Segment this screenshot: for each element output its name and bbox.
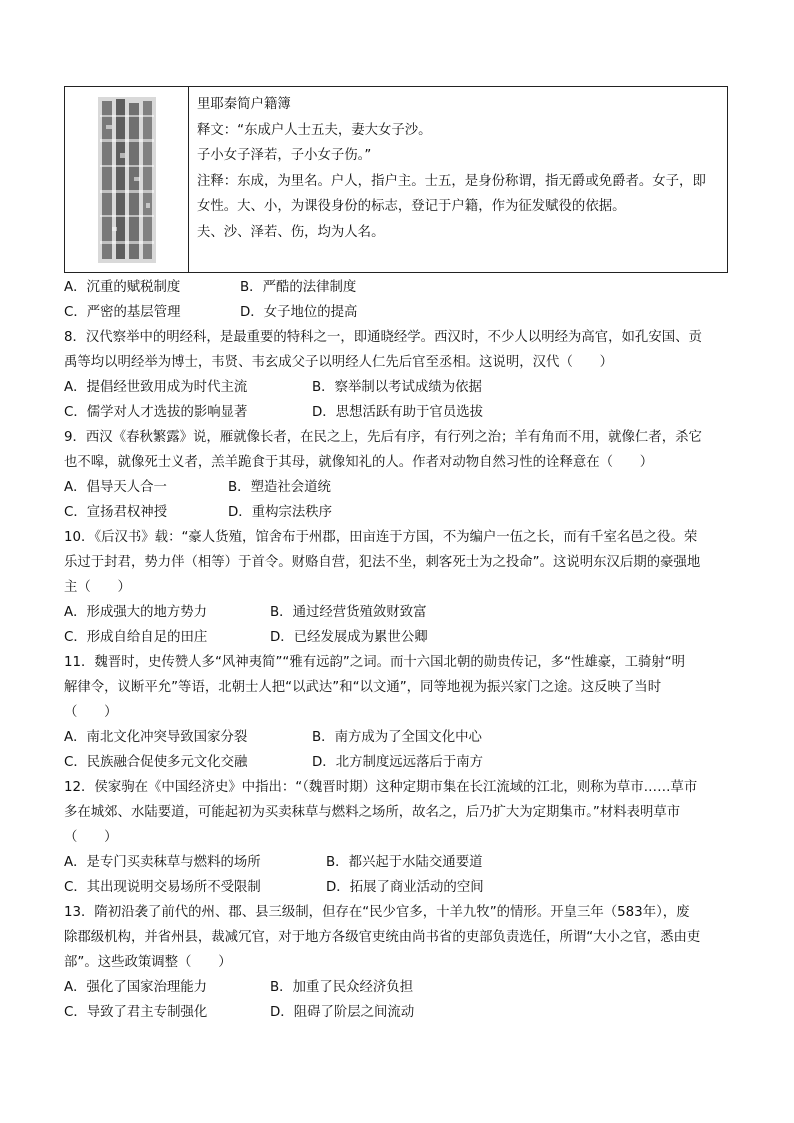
q11-stem: （ ）	[64, 705, 118, 720]
q10-option-d[interactable]: D．已经发展成为累世公卿	[270, 630, 428, 645]
q8-stem: 禹等均以明经举为博士，韦贤、韦玄成父子以明经人仁先后官至丞相。这说明，汉代（ ）	[64, 355, 614, 370]
q8-option-a[interactable]: A．提倡经世致用成为时代主流	[64, 380, 248, 395]
slip-text-line: 子小女子泽若，子小女子伤。”	[197, 148, 372, 163]
q12-stem: 多在城郊、水陆要道，可能起初为买卖秣草与燃料之场所，故名之，后乃扩大为定期集市。”材料表明草市	[64, 805, 681, 820]
q9-option-d[interactable]: D．重构宗法秩序	[228, 505, 333, 520]
source-table	[64, 86, 728, 273]
q7-option-a[interactable]: A．沉重的赋税制度	[64, 280, 181, 295]
q10-stem: 乐过于封君，势力伴（相等）于首令。财赂自营，犯法不坐，刺客死士为之投命”。这说明东汉后期的豪强地	[64, 555, 701, 570]
q10-option-a[interactable]: A．形成强大的地方势力	[64, 605, 208, 620]
slip-title: 里耶秦简户籍簿	[197, 97, 291, 112]
q8-option-b[interactable]: B．察举制以考试成绩为依据	[312, 380, 482, 395]
q13-stem: 13．隋初沿袭了前代的州、郡、县三级制，但存在“民少官多，十羊九牧”的情形。开皇三年（583年），废	[64, 905, 690, 920]
q9-option-b[interactable]: B．塑造社会道统	[228, 480, 331, 495]
q13-option-b[interactable]: B．加重了民众经济负担	[270, 980, 414, 995]
q9-stem: 也不嗥，就像死士义者，羔羊跪食于其母，就像知礼的人。作者对动物自然习性的诠释意在（ ）	[64, 455, 654, 470]
q7-option-d[interactable]: D．女子地位的提高	[240, 305, 358, 320]
q12-option-a[interactable]: A．是专门买卖秣草与燃料的场所	[64, 855, 261, 870]
q11-option-d[interactable]: D．北方制度远远落后于南方	[312, 755, 483, 770]
q12-option-c[interactable]: C．其出现说明交易场所不受限制	[64, 880, 261, 895]
q11-stem: 11．魏晋时，史传赞人多“风神夷简”“雅有远韵”之词。而十六国北朝的勋贵传记，多“性雄豪，工骑射“明	[64, 655, 686, 670]
q12-option-b[interactable]: B．都兴起于水陆交通要道	[326, 855, 483, 870]
q11-stem: 解律令，议断平允”等语，北朝士人把“以武达”和“以文通”，同等地视为振兴家门之途。这反映了当时	[64, 680, 662, 695]
slip-note-line: 夫、沙、泽若、伤，均为人名。	[197, 224, 385, 240]
q7-option-b[interactable]: B．严酷的法律制度	[240, 280, 357, 295]
q12-stem: （ ）	[64, 830, 118, 845]
slip-note-line: 注释：东成，为里名。户人，指户主。士五，是身份称谓，指无爵或免爵者。女子，即	[197, 173, 706, 189]
q13-stem: 除郡级机构，并省州县，裁减冗官，对于地方各级官吏统由尚书省的吏部负责选任，所谓“大小之官，悉由吏	[64, 930, 701, 945]
q12-stem: 12．侯家驹在《中国经济史》中指出：“（魏晋时期）这种定期市集在长江流域的江北，则称为草市……草市	[64, 780, 698, 795]
q10-option-b[interactable]: B．通过经营货殖敛财致富	[270, 605, 427, 620]
q13-option-d[interactable]: D．阻碍了阶层之间流动	[270, 1005, 415, 1020]
slip-text-line: 释文：“东成户人士五夫，妻大女子沙。	[197, 122, 432, 138]
q10-stem: 主（ ）	[64, 580, 131, 595]
slip-text-cell	[189, 87, 727, 272]
q7-option-c[interactable]: C．严密的基层管理	[64, 305, 181, 320]
q8-option-c[interactable]: C．儒学对人才选拔的影响显著	[64, 405, 248, 420]
q11-option-a[interactable]: A．南北文化冲突导致国家分裂	[64, 730, 248, 745]
q8-option-d[interactable]: D．思想活跃有助于官员选拔	[312, 405, 483, 420]
q13-stem: 部”。这些政策调整（ ）	[64, 955, 232, 970]
q9-stem: 9．西汉《春秋繁露》说，雁就像长者，在民之上，先后有序，有行列之治；羊有角而不用，就像仁者，杀它	[64, 430, 702, 445]
q9-option-c[interactable]: C．宣扬君权神授	[64, 505, 168, 520]
q11-option-b[interactable]: B．南方成为了全国文化中心	[312, 730, 482, 745]
q12-option-d[interactable]: D．拓展了商业活动的空间	[326, 880, 484, 895]
q13-option-c[interactable]: C．导致了君主专制强化	[64, 1005, 208, 1020]
slip-image-cell	[65, 87, 189, 272]
q13-option-a[interactable]: A．强化了国家治理能力	[64, 980, 208, 995]
bamboo-slip-image	[92, 95, 162, 265]
q11-option-c[interactable]: C．民族融合促使多元文化交融	[64, 755, 248, 770]
q8-stem: 8．汉代察举中的明经科，是最重要的特科之一，即通晓经学。西汉时，不少人以明经为高官，如孔安国、贡	[64, 330, 702, 345]
q10-option-c[interactable]: C．形成自给自足的田庄	[64, 630, 208, 645]
q10-stem: 10．《后汉书》载：“豪人货殖，馆舍布于州郡，田亩连于方国，不为编户一伍之长，而有千室名邑之役。荣	[64, 530, 698, 545]
q9-option-a[interactable]: A．倡导天人合一	[64, 480, 167, 495]
slip-note-line: 女性。大、小，为课役身份的标志，登记于户籍，作为征发赋役的依据。	[197, 199, 626, 214]
